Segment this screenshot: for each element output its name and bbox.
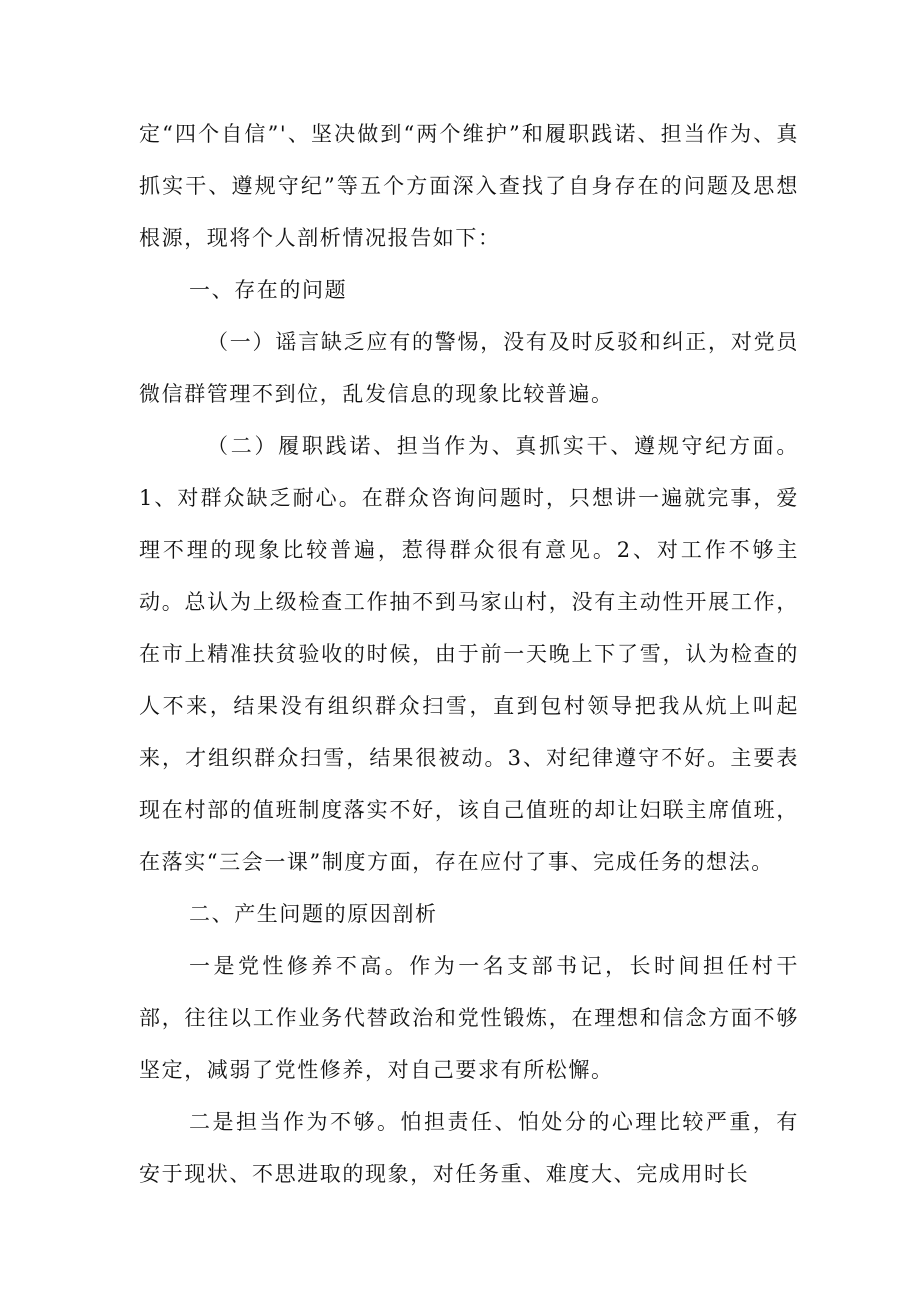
document-body [139, 108, 799, 1200]
paragraph-cause-2: 二是担当作为不够。怕担责任、怕处分的心理比较严重，有安于现状、不思进取的现象，对任务重、难度大、完成用时长 [139, 1110, 799, 1186]
section-heading-causes: 二、产生问题的原因剖析 [189, 902, 438, 926]
paragraph-intro-continuation: 定“四个自信”'、坚决做到“两个维护”和履职践诺、担当作为、真抓实干、遵规守纪”等五个方面深入查找了自身存在的问题及思想根源，现将个人剖析情况报告如下： [139, 122, 799, 250]
paragraph-cause-1: 一是党性修养不高。作为一名支部书记，长时间担任村干部，往往以工作业务代替政治和党性锻炼，在理想和信念方面不够坚定，减弱了党性修养，对自己要求有所松懈。 [139, 954, 799, 1082]
paragraph-problem-2: （二）履职践诺、担当作为、真抓实干、遵规守纪方面。1、对群众缺乏耐心。在群众咨询问题时，只想讲一遍就完事，爱理不理的现象比较普遍，惹得群众很有意见。2、对工作不够主动。总认为上级检查工作抽不到马家山村，没有主动性开展工作，在市上精准扶贫验收的时候，由于前一天晚上下了雪，认为检查的人不来，结果没有组织群众扫雪，直到包村领导把我从炕上叫起来，才组织群众扫雪，结果很被动。3、对纪律遵守不好。主要表现在村部的值班制度落实不好，该自己值班的却让妇联主席值班，在落实“三会一课”制度方面，存在应付了事、完成任务的想法。 [139, 434, 799, 874]
section-heading-problems: 一、存在的问题 [189, 278, 348, 302]
paragraph-problem-1: （一）谣言缺乏应有的警惕，没有及时反驳和纠正，对党员微信群管理不到位，乱发信息的现象比较普遍。 [139, 330, 799, 406]
